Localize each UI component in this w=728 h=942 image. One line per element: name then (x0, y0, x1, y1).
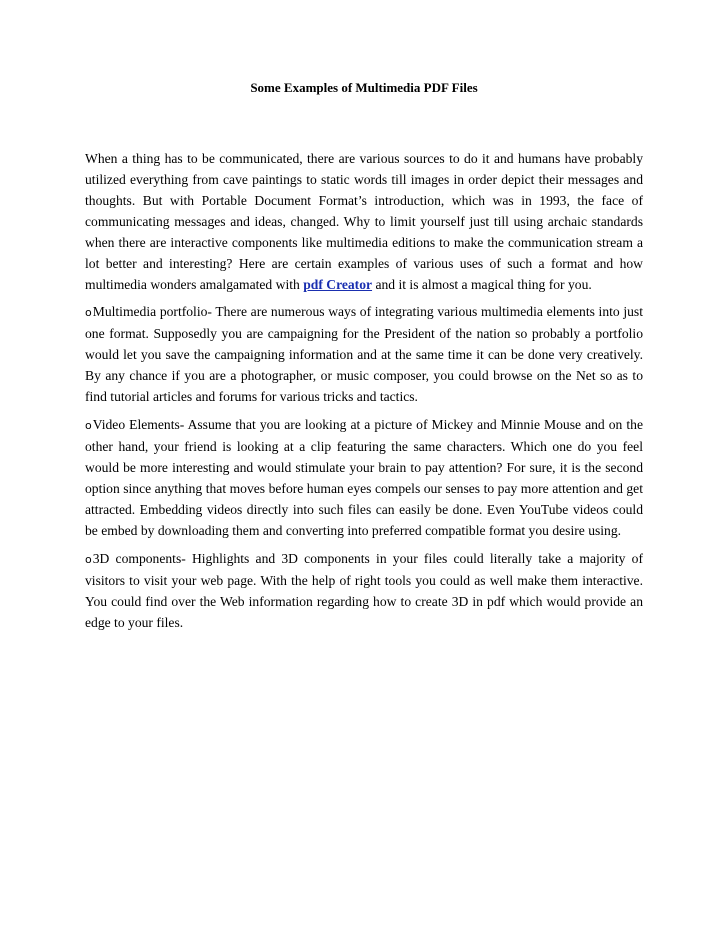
list-item-text: Multimedia portfolio- There are numerous ways of integrating various multimedia elements into just one format. Supposedly you are campaigning for the President of the nation so probably a portfolio would let you save the campaigning information and at the same time it can be done very creatively. By any chance if you are a photographer, or music composer, you could browse on the Net so as to find tutorial articles and forums for various tricks and tactics. (85, 304, 643, 404)
bullet-icon: o (85, 553, 92, 566)
intro-text-before-link: When a thing has to be communicated, there are various sources to do it and humans have probably utilized everything from cave paintings to static words till images in order depict their messages and thoughts. But with Portable Document Format’s introduction, which was in 1993, the face of communicating messages and ideas, changed. Why to limit yourself just till using archaic standards when there are interactive components like multimedia editions to make the communication stream a lot better and interesting? Here are certain examples of various uses of such a format and how multimedia wonders amalgamated with (85, 151, 643, 292)
list-item-text: Video Elements- Assume that you are looking at a picture of Mickey and Minnie Mouse and on the other hand, your friend is looking at a clip featuring the same characters. Which one do you feel would be more interesting and would stimulate your brain to pay attention? For sure, it is the second option since anything that moves before human eyes compels our senses to pay more attention and get attracted. Embedding videos directly into such files can easily be done. Even YouTube videos could be embed by downloading them and converting into preferred compatible format you desire using. (85, 417, 643, 538)
document-title: Some Examples of Multimedia PDF Files (250, 80, 478, 95)
bullet-icon: o (85, 419, 92, 432)
list-item-text: 3D components- Highlights and 3D components in your files could literally take a majority of visitors to visit your web page. With the help of right tools you could as well make them interactive. You could find over the Web information regarding how to create 3D in pdf which would provide an edge to your files. (85, 551, 643, 630)
intro-paragraph (85, 148, 643, 295)
bullet-icon: o (85, 306, 92, 319)
list-item (85, 301, 643, 407)
document-content (85, 79, 643, 640)
pdf-creator-link[interactable]: pdf Creator (303, 277, 373, 292)
list-item (85, 414, 643, 541)
list-item (85, 548, 643, 633)
intro-text-after-link: and it is almost a magical thing for you. (372, 277, 592, 292)
